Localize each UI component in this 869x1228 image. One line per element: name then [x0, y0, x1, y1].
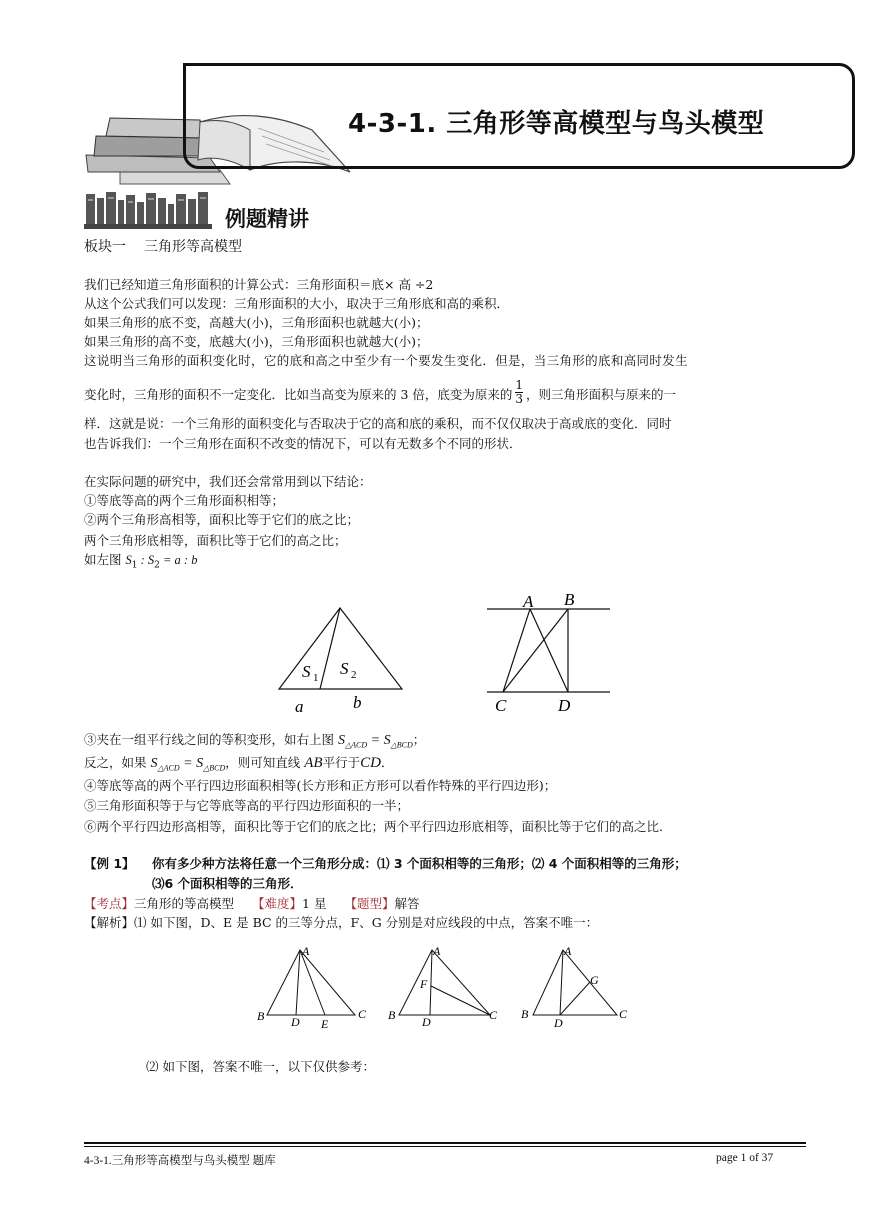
footer-title: 4-3-1.三角形等高模型与鸟头模型 题库 [84, 1155, 276, 1167]
intro-line-3: 如果三角形的底不变，高越大(小)，三角形面积也就越大(小)； [84, 315, 429, 330]
conclusion-line-4: 两个三角形底相等，面积比等于它们的高之比； [84, 533, 347, 548]
conclusion-line-3: ②两个三角形高相等，面积比等于它们的底之比； [84, 512, 360, 527]
footer-rule [84, 1142, 806, 1144]
svg-text:D: D [558, 696, 571, 715]
page-number: page 1 of 37 [716, 1152, 774, 1164]
intro-line-4: 如果三角形的高不变，底越大(小)，三角形面积也就越大(小)； [84, 334, 429, 349]
conclusion-line-2: ①等底等高的两个三角形面积相等； [84, 493, 285, 508]
example-question-line-1: 你有多少种方法将任意一个三角形分成：⑴ 3 个面积相等的三角形；⑵ 4 个面积相等的三角形； [152, 856, 687, 871]
property-5: ⑤三角形面积等于与它等底等高的平行四边形面积的一半； [84, 798, 410, 813]
fraction-one-third: $\frac{1}{3}$ [515, 378, 524, 406]
conclusion-line-5: 如左图 $S_1$ : $S_2 = a$ : b [84, 552, 198, 571]
bookshelf-icon [84, 190, 214, 230]
intro-line-7: 样．这就是说：一个三角形的面积变化与否取决于它的高和底的乘积，而不仅仅取决于高或底的变化．同时 [84, 416, 672, 431]
svg-text:D: D [554, 1016, 563, 1030]
property-3: ③夹在一组平行线之间的等积变形，如右上图 $S_{\triangle ACD} = S_{\triangle BCD}$； [84, 732, 426, 750]
block-title: 板块一 三角形等高模型 [84, 239, 242, 255]
figure-parallel-lines [480, 585, 620, 720]
svg-text:1: 1 [313, 672, 319, 684]
svg-text:S: S [302, 662, 311, 681]
svg-text:A: A [433, 944, 441, 958]
svg-text:D: D [422, 1015, 431, 1029]
svg-text:C: C [358, 1007, 367, 1021]
example-label: 【例 1】 [84, 856, 135, 871]
property-6: ⑥两个平行四边形高相等，面积比等于它们的底之比；两个平行四边形底相等，面积比等于它们的高之比． [84, 819, 672, 834]
example-analysis: 【解析】⑴ 如下图，D、E 是 BC 的三等分点，F、G 分别是对应线段的中点，答案不唯一： [84, 915, 599, 930]
svg-text:G: G [590, 973, 599, 987]
svg-text:a: a [295, 697, 304, 716]
page-title: 4-3-1. 三角形等高模型与鸟头模型 [348, 109, 765, 139]
svg-text:A: A [302, 944, 310, 958]
property-4: ④等底等高的两个平行四边形面积相等(长方形和正方形可以看作特殊的平行四边形)； [84, 778, 557, 793]
intro-line-5: 这说明当三角形的面积变化时，它的底和高之中至少有一个要发生变化．但是，当三角形的底和高同时发生 [84, 353, 688, 368]
example-part-2: ⑵ 如下图，答案不唯一，以下仅供参考： [146, 1059, 375, 1074]
svg-text:A: A [564, 944, 572, 958]
svg-text:B: B [388, 1008, 396, 1022]
intro-line-6: 变化时，三角形的面积不一定变化．比如当高变为原来的 3 倍，底变为原来的 $\frac{1}{3}$ ，则三角形面积与原来的一 [84, 378, 677, 406]
svg-text:C: C [495, 696, 507, 715]
footer-rule-thin [84, 1146, 806, 1147]
svg-text:F: F [420, 977, 428, 991]
svg-text:D: D [291, 1015, 300, 1029]
svg-text:B: B [521, 1007, 529, 1021]
svg-text:A: A [523, 592, 534, 611]
figure-three-triangles [252, 942, 642, 1037]
svg-text:B: B [564, 590, 575, 609]
intro-line-2: 从这个公式我们可以发现：三角形面积的大小，取决于三角形底和高的乘积． [84, 296, 510, 311]
svg-text:E: E [321, 1017, 329, 1031]
svg-text:C: C [619, 1007, 628, 1021]
figure-triangle-split [270, 600, 420, 720]
svg-text:2: 2 [351, 669, 357, 681]
intro-line-8: 也告诉我们：一个三角形在面积不改变的情况下，可以有无数多个不同的形状． [84, 436, 522, 451]
svg-text:b: b [353, 693, 362, 712]
property-3-converse: 反之，如果 $S_{\triangle ACD} = S_{\triangle BCD}$，则可知直线 AB平行于CD． [84, 755, 394, 773]
intro-line-1: 我们已经知道三角形面积的计算公式：三角形面积＝底× 高 ÷2 [84, 277, 434, 292]
conclusion-line-1: 在实际问题的研究中，我们还会常常用到以下结论： [84, 474, 372, 489]
example-meta: 【考点】三角形的等高模型 【难度】1 星 【题型】解答 [84, 896, 420, 911]
example-question-line-2: ⑶6 个面积相等的三角形． [152, 876, 303, 891]
section-heading: 例题精讲 [225, 207, 309, 231]
svg-text:B: B [257, 1009, 265, 1023]
svg-text:C: C [489, 1008, 498, 1022]
svg-text:S: S [340, 659, 349, 678]
